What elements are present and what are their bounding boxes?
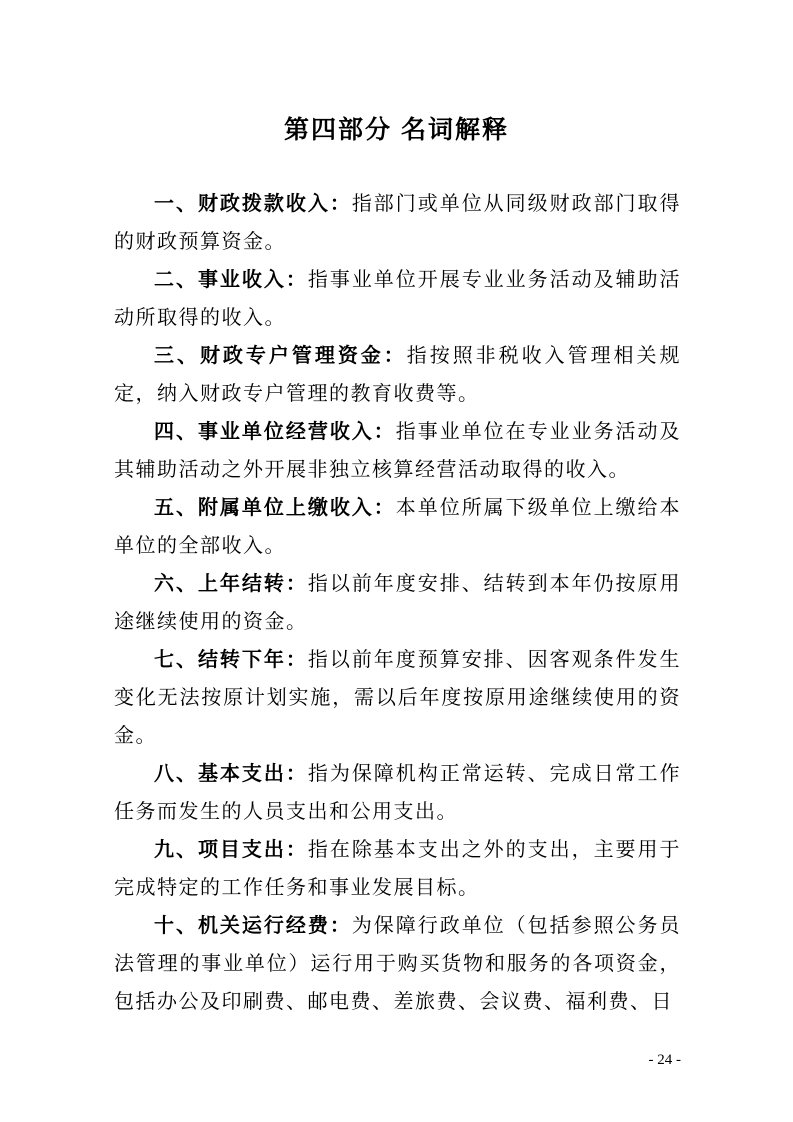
term-definition: 指事业单位在专业业务活动及其辅助活动之外开展非独立核算经营活动取得的收入。 [114,420,682,481]
term-definition: 指以前年度安排、结转到本年仍按原用途继续使用的资金。 [114,572,682,633]
term-paragraph [114,641,681,755]
term-definition: 为保障行政单位（包括参照公务员法管理的事业单位）运行用于购买货物和服务的各项资金，包括办公及印刷费、邮电费、差旅费、会议费、福利费、日 [114,914,682,1013]
term-paragraph [114,185,681,261]
term-definition: 指部门或单位从同级财政部门取得的财政预算资金。 [114,192,682,253]
term-paragraph [114,565,681,641]
term-paragraph [114,831,681,907]
term-label: 六、上年结转： [154,572,308,595]
term-label: 八、基本支出： [154,762,308,785]
term-label: 七、结转下年： [154,648,308,671]
term-paragraph [114,755,681,831]
term-definition: 本单位所属下级单位上缴给本单位的全部收入。 [114,496,682,557]
term-paragraph [114,413,681,489]
term-definition: 指为保障机构正常运转、完成日常工作任务而发生的人员支出和公用支出。 [114,762,682,823]
term-label: 十、机关运行经费： [154,914,352,937]
term-definition: 指以前年度预算安排、因客观条件发生变化无法按原计划实施，需以后年度按原用途继续使用的资金。 [114,648,682,747]
term-paragraph [114,907,681,1021]
term-label: 一、财政拨款收入： [154,192,352,215]
term-definition: 指在除基本支出之外的支出，主要用于完成特定的工作任务和事业发展目标。 [114,838,682,899]
glossary-content [114,185,681,1021]
term-label: 九、项目支出： [154,838,308,861]
page-title: 第四部分 名词解释 [284,115,509,144]
term-paragraph [114,261,681,337]
term-label: 五、附属单位上缴收入： [154,496,396,519]
term-paragraph [114,489,681,565]
term-definition: 指事业单位开展专业业务活动及辅助活动所取得的收入。 [114,268,682,329]
term-label: 四、事业单位经营收入： [154,420,396,443]
term-paragraph [114,337,681,413]
term-label: 三、财政专户管理资金： [154,344,407,367]
page-number: - 24 - [648,1052,681,1068]
term-label: 二、事业收入： [154,268,308,291]
term-definition: 指按照非税收入管理相关规定，纳入财政专户管理的教育收费等。 [114,344,681,405]
